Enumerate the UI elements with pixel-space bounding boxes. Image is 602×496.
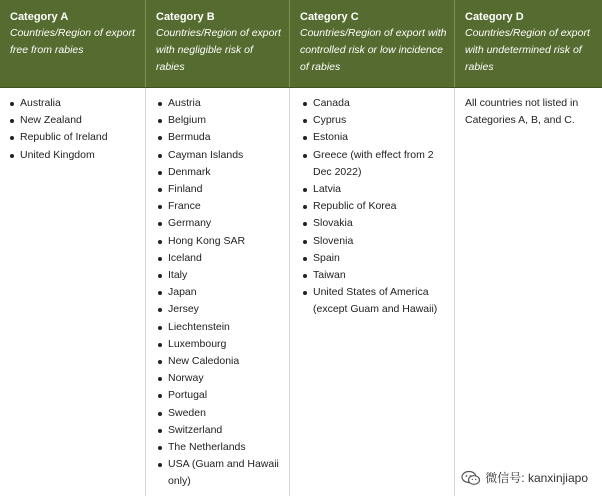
category-c-cell [301,95,449,319]
list-item: Taiwan [301,267,449,284]
list-item: Slovakia [301,215,449,232]
list-item: France [156,198,286,215]
list-item: Finland [156,181,286,198]
list-item: Liechtenstein [156,319,286,336]
list-item: Germany [156,215,286,232]
list-item: Spain [301,250,449,267]
column-divider [145,88,146,496]
list-item: USA (Guam and Hawaii only) [156,456,286,490]
column-divider [289,88,290,496]
list-item: Hong Kong SAR [156,233,286,250]
category-d-text: All countries not listed in Categories A, B, and C. [465,97,579,127]
category-d-title: Category D [465,11,524,23]
header-category-b [146,0,289,87]
list-item: Switzerland [156,422,286,439]
list-item: Iceland [156,250,286,267]
category-a-list [8,95,142,164]
list-item: United States of America (except Guam and Hawaii) [301,284,449,318]
list-item: Italy [156,267,286,284]
category-b-title: Category B [156,11,215,23]
watermark [461,469,588,486]
watermark-text: 微信号: kanxinjiapo [485,471,588,485]
list-item: Australia [8,95,142,112]
list-item: Republic of Korea [301,198,449,215]
list-item: United Kingdom [8,147,142,164]
list-item: Belgium [156,112,286,129]
category-c-description: Countries/Region of export with controlled risk or low incidence of rabies [300,27,447,73]
list-item: Canada [301,95,449,112]
wechat-icon [461,470,481,486]
list-item: Norway [156,370,286,387]
list-item: Cyprus [301,112,449,129]
list-item: Slovenia [301,233,449,250]
list-item: Latvia [301,181,449,198]
list-item: Cayman Islands [156,147,286,164]
category-a-title: Category A [10,11,69,23]
list-item: Bermuda [156,129,286,146]
list-item: Denmark [156,164,286,181]
list-item: Estonia [301,129,449,146]
list-item: New Caledonia [156,353,286,370]
column-divider [454,88,455,496]
category-c-list [301,95,449,319]
list-item: Sweden [156,405,286,422]
category-a-description: Countries/Region of export free from rabies [10,27,135,56]
header-category-d [455,0,602,87]
list-item: Austria [156,95,286,112]
table-header-row [0,0,602,88]
list-item: Republic of Ireland [8,129,142,146]
list-item: New Zealand [8,112,142,129]
header-category-a [0,0,145,87]
list-item: Greece (with effect from 2 Dec 2022) [301,147,449,181]
category-b-cell [156,95,286,491]
list-item: Portugal [156,387,286,404]
category-c-title: Category C [300,11,359,23]
category-d-cell [455,95,602,129]
list-item: Japan [156,284,286,301]
category-b-description: Countries/Region of export with negligible risk of rabies [156,27,281,73]
category-d-description: Countries/Region of export with undetermined risk of rabies [465,27,590,73]
category-a-cell [8,95,142,164]
list-item: Luxembourg [156,336,286,353]
header-category-c [290,0,454,87]
list-item: The Netherlands [156,439,286,456]
category-b-list [156,95,286,491]
list-item: Jersey [156,301,286,318]
